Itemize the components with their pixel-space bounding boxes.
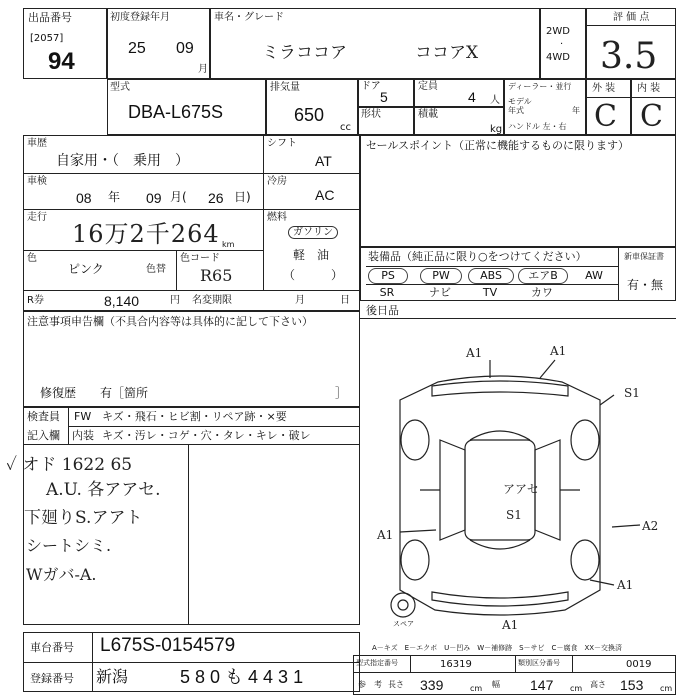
diagram-mark-roof-s1: S1	[506, 508, 522, 522]
equip-ps: PS	[368, 268, 408, 284]
inspector-label-1: 検査員	[27, 410, 60, 423]
history-value: 自家用・（ 乗用 ）	[56, 152, 189, 168]
door-label: ドア	[361, 81, 381, 92]
year-unit: 年	[572, 106, 580, 115]
color-change-label: 色替	[146, 264, 166, 275]
width-label: 幅	[492, 680, 500, 689]
interior-label: 内 装	[637, 83, 661, 94]
insp-month: 09	[146, 190, 162, 206]
equip-navi: ナビ	[429, 286, 451, 299]
insp-month-unit: 月(	[170, 190, 187, 204]
inspector-row1-prefix: FW	[74, 410, 92, 423]
type-label: 型式指定番号	[356, 659, 398, 667]
inspector-row2: キズ・汚レ・コゲ・穴・タレ・キレ・破レ	[102, 429, 311, 442]
exterior-grade: C	[594, 99, 617, 134]
capacity-value: 4	[468, 89, 476, 105]
name-change-month: 月	[295, 295, 305, 306]
score-label: 評 価 点	[613, 12, 650, 23]
equip-aw: AW	[585, 269, 603, 282]
name-change-label: 名変期限	[192, 295, 232, 306]
inspector-label-2: 記入欄	[27, 429, 60, 442]
displacement-label: 排気量	[270, 82, 300, 93]
specs-divider-1	[410, 655, 411, 672]
registration-label: 登録番号	[30, 672, 74, 685]
handle-label: ハンドル 左・右	[508, 122, 567, 131]
type-number: 16319	[440, 659, 472, 670]
mileage-label: 走行	[27, 212, 47, 223]
memo-line-2: A.U. 各アアセ.	[46, 480, 161, 500]
height-value: 153	[620, 677, 644, 693]
height-unit: cm	[660, 684, 673, 693]
mileage-value: 16万2千264	[72, 220, 220, 248]
color-value: ピンク	[68, 262, 104, 276]
registration-region: 新潟	[96, 669, 129, 686]
shape-label: 形状	[361, 109, 381, 120]
specs-divider-3	[572, 655, 573, 672]
diagram-mark-roof: アアセ	[503, 482, 539, 496]
km-unit: km	[222, 240, 235, 249]
inspector-row1: キズ・飛石・ヒビ割・リペア跡・×要	[102, 410, 287, 423]
inspection-label: 車検	[27, 176, 47, 187]
reg-year: 25	[128, 40, 146, 57]
lot-label: 出品番号	[28, 11, 72, 24]
dealer-label: ディーラー・並行	[508, 82, 572, 91]
history-label: 車歴	[27, 138, 47, 149]
drive-4wd: 4WD	[546, 52, 570, 63]
person-unit: 人	[490, 95, 500, 106]
specs-divider-2	[515, 655, 516, 672]
diagram-mark-right-rear: A1	[617, 578, 634, 592]
ref-label: 参 考	[358, 680, 382, 689]
inspector-row2-prefix: 内装	[72, 429, 94, 442]
specs-row-line	[353, 672, 676, 673]
name-change-day: 日	[340, 295, 350, 306]
lot-code: [2057]	[30, 33, 64, 44]
warranty-value: 有・無	[627, 278, 664, 292]
recycle-amount: 8,140	[104, 293, 140, 309]
equip-sr: SR	[379, 286, 395, 299]
equip-airbag: エアB	[518, 268, 568, 284]
shift-value: AT	[315, 153, 332, 169]
equip-tv: TV	[482, 286, 498, 299]
first-reg-label: 初度登録年月	[110, 12, 170, 23]
model-label: 型式	[110, 82, 130, 93]
equipment-label: 装備品（純正品に限り○をつけてください）	[368, 250, 587, 263]
drive-2wd: 2WD	[546, 26, 570, 37]
height-label: 高さ	[590, 680, 606, 689]
reg-month: 09	[176, 40, 194, 57]
score-value: 3.5	[600, 36, 658, 77]
insp-year-unit: 年	[108, 190, 121, 204]
door-value: 5	[380, 89, 388, 105]
diagram-mark-left-door: A1	[377, 528, 394, 542]
insp-year: 08	[76, 190, 92, 206]
cc-unit: cc	[340, 122, 351, 133]
drive-dot: ·	[560, 39, 564, 50]
memo-line-3: 下廻りS.アアト	[24, 508, 143, 528]
displacement-value: 650	[294, 105, 325, 125]
diagram-mark-front-fender: S1	[624, 386, 640, 400]
diagram-mark-front-left: A1	[466, 346, 483, 360]
car-name: ミラココア	[262, 43, 347, 63]
exterior-label: 外 装	[592, 83, 616, 94]
equip-pw: PW	[420, 268, 462, 284]
kg-unit: kg	[490, 124, 503, 135]
width-value: 147	[530, 677, 554, 693]
shift-label: シフト	[267, 138, 297, 149]
fuel-label: 燃料	[267, 212, 287, 223]
notes-label: 注意事項申告欄（不具合内容等は具体的に記して下さい）	[27, 315, 313, 328]
color-code-label: 色コード	[180, 253, 220, 264]
repair-label: 修復歴 有［箇所	[40, 386, 149, 400]
recycle-label: R券	[27, 295, 44, 306]
damage-legend: A－キズ E－エクボ U－凹み W－補修跡 S－サビ C－腐食 XX－交換済	[372, 644, 623, 652]
length-label: 長さ	[388, 680, 404, 689]
load-label: 積載	[418, 109, 438, 120]
spare-label: スペア	[393, 620, 414, 628]
diagram-mark-right-door: A2	[642, 519, 659, 533]
diagram-mark-front-right: A1	[550, 344, 567, 358]
memo-line-4: シートシミ.	[26, 536, 112, 555]
length-unit: cm	[470, 684, 483, 693]
color-code-value: R65	[200, 266, 233, 285]
yen-unit: 円	[170, 295, 180, 306]
interior-grade: C	[640, 99, 663, 134]
capacity-label: 定員	[418, 81, 438, 92]
registration-number: 580も4431	[180, 667, 309, 687]
class-label: 類別区分番号	[518, 659, 560, 667]
width-unit: cm	[570, 684, 583, 693]
chassis-row-line	[23, 662, 360, 663]
model-value: DBA-L675S	[128, 102, 224, 122]
color-label: 色	[27, 253, 37, 264]
insp-day-unit: 日)	[234, 190, 251, 204]
reg-month-unit: 月	[198, 64, 208, 75]
name-label: 車名・グレード	[214, 12, 284, 23]
insp-day: 26	[208, 190, 224, 206]
diagram-mark-rear: A1	[502, 618, 519, 632]
fuel-other: （ ）	[283, 268, 344, 282]
fuel-gas: ガソリン	[288, 226, 338, 239]
sales-point-label: セールスポイント（正常に機能するものに限ります）	[366, 139, 630, 152]
equip-leather: カワ	[531, 286, 553, 299]
aftermarket-label: 後日品	[366, 304, 399, 317]
memo-line-5: Wガバ-A.	[26, 565, 97, 584]
warranty-label: 新車保証書	[624, 252, 664, 261]
length-value: 339	[420, 677, 444, 693]
repair-close: ］	[335, 386, 348, 400]
fuel-diesel: 軽 油	[293, 248, 330, 262]
chassis-value: L675S-0154579	[100, 635, 236, 656]
car-grade: ココアX	[415, 43, 479, 63]
class-number: 0019	[626, 659, 652, 670]
memo-line-1: ✓ オド 1622 65	[6, 455, 133, 475]
ac-value: AC	[315, 187, 335, 203]
lot-number: 94	[48, 48, 75, 75]
equip-abs: ABS	[468, 268, 514, 284]
ac-label: 冷房	[267, 176, 287, 187]
chassis-label: 車台番号	[30, 641, 74, 654]
model-year-label: モデル年式	[508, 97, 532, 115]
